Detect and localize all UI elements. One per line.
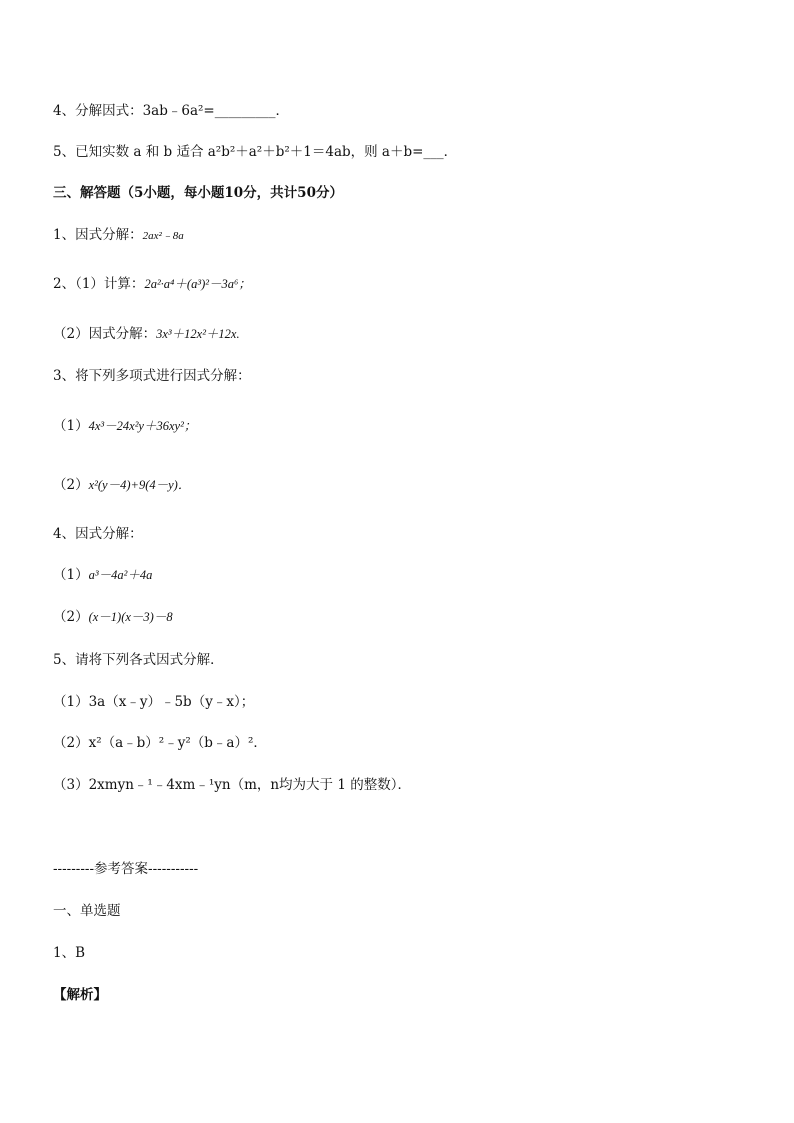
- question-2-5: 5、已知实数 a 和 b 适合 a²b²＋a²＋b²＋1＝4ab，则 a＋b=___．: [53, 144, 458, 160]
- question-3-3-part-2-label: （2）: [53, 477, 89, 493]
- question-3-2-part-2: [53, 324, 240, 344]
- question-3-2-part-1: [53, 274, 251, 294]
- question-3-4-part-1-label: （1）: [53, 567, 89, 583]
- question-3-4-part-1-math: a³－4a²＋4a: [88, 568, 153, 582]
- analysis-heading: 【解析】: [53, 987, 107, 1003]
- question-3-2-part-1-math: 2a²·a⁴＋(a³)²－3a⁶；: [144, 277, 251, 291]
- question-3-1-label: 1、因式分解：: [53, 227, 143, 243]
- question-3-4-part-2-label: （2）: [53, 609, 89, 625]
- question-3-5-part-1: （1）3a（x﹣y）﹣5b（y﹣x）；: [53, 694, 255, 710]
- question-3-4: 4、因式分解：: [53, 526, 143, 542]
- question-3-3-part-1: [53, 416, 196, 436]
- question-3-4-part-2: [53, 607, 173, 627]
- question-3-3-part-1-label: （1）: [53, 418, 89, 434]
- question-3-1-math: 2ax²﹣8a: [142, 230, 184, 242]
- question-3-1: [53, 225, 184, 246]
- question-3-5-part-2: （2）x²（a﹣b）²﹣y²（b﹣a）²．: [53, 735, 267, 751]
- question-3-2-part-1-label: 2、（1）计算：: [53, 276, 145, 292]
- question-3-4-part-2-math: (x－1)(x－3)－8: [88, 610, 173, 624]
- answer-section-1-heading: 一、单选题: [53, 903, 121, 919]
- question-3-5-part-3: （3）2xmyn﹣¹﹣4xm﹣¹yn（m，n均为大于 1 的整数）．: [53, 777, 411, 793]
- answer-1: 1、B: [53, 945, 86, 961]
- question-3-3-part-1-math: 4x³－24x²y＋36xy²；: [88, 419, 197, 433]
- question-3-4-part-1: [53, 565, 152, 585]
- question-3-2-part-2-label: （2）因式分解：: [53, 326, 157, 342]
- section-3-heading: 三、解答题（5小题，每小题10分，共计50分）: [53, 185, 343, 201]
- question-3-5: 5、请将下列各式因式分解．: [53, 652, 224, 668]
- question-3-3-part-2: [53, 475, 190, 495]
- question-3-3: 3、将下列多项式进行因式分解：: [53, 368, 251, 384]
- question-3-3-part-2-math: x²(y－4)+9(4－y)．: [88, 478, 191, 492]
- question-2-4: 4、分解因式：3ab﹣6a²=_________．: [53, 103, 289, 119]
- question-3-2-part-2-math: 3x³＋12x²＋12x.: [156, 327, 240, 341]
- answer-divider: ---------参考答案-----------: [53, 861, 199, 877]
